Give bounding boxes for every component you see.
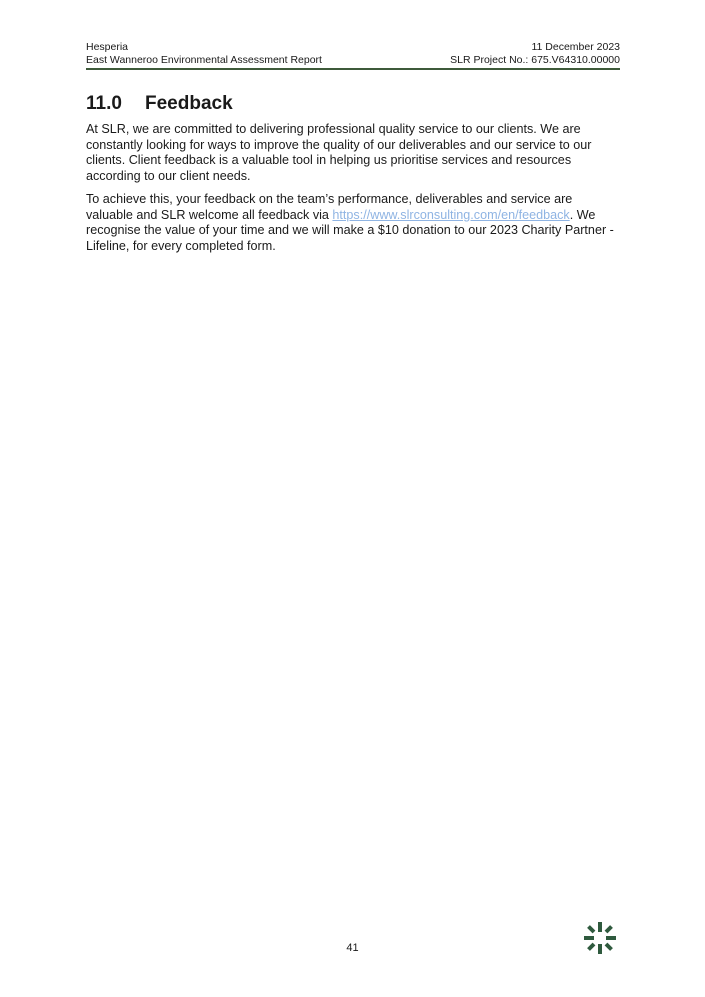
section-number: 11.0 [86,93,122,114]
header-project-number: SLR Project No.: 675.V64310.00000 [450,54,620,66]
header-date: 11 December 2023 [531,41,620,53]
page-number: 41 [346,942,359,954]
paragraph-feedback-text-end: . We recognise the value of your time and we will make a $10 donation to our 2023 Charity Partner - Lifeline, for every completed form. [86,207,614,253]
header-row-bottom [86,54,620,67]
header-divider [86,68,620,70]
section-body [86,122,620,262]
section-title: Feedback [145,93,233,114]
header-report-title: East Wanneroo Environmental Assessment Report [86,54,322,66]
header-project-name: Hesperia [86,41,129,53]
page-header [86,41,620,67]
feedback-link[interactable]: https://www.slrconsulting.com/en/feedback [332,207,570,222]
paragraph-feedback-text-start: To achieve this, your feedback on the team’s performance, deliverables and service are valuable and SLR welcome all feedback via [86,192,573,222]
slr-logo-icon [582,920,618,956]
paragraph-feedback [86,192,620,254]
section-heading [86,92,233,116]
header-row-top [86,41,620,54]
paragraph-intro: At SLR, we are committed to delivering professional quality service to our clients. We are constantly looking for ways to improve the quality of our deliverables and our service to our clients. Client feedback is a valuable tool in helping us prioritise services and resources according to our client needs. [86,122,592,183]
